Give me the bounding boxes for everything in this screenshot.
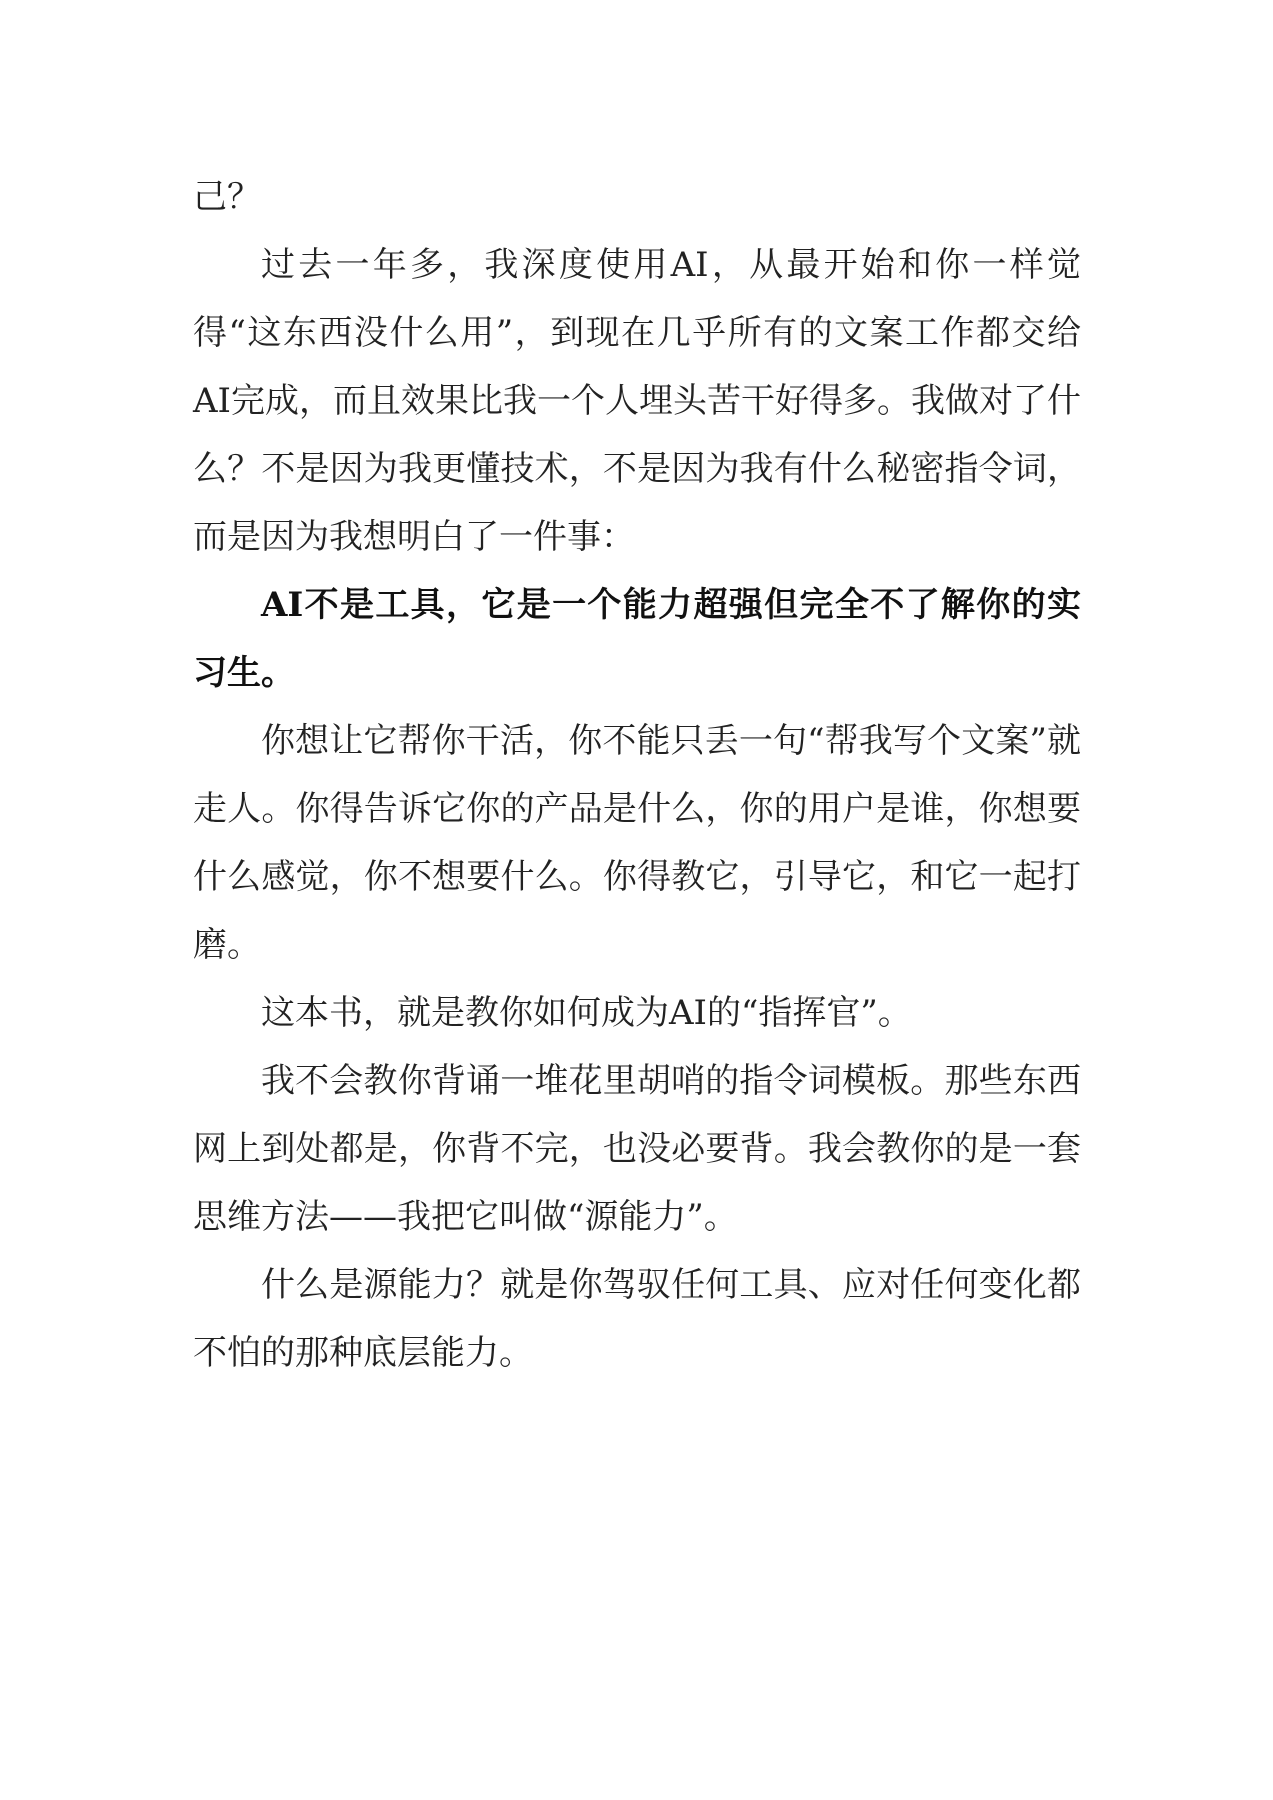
paragraph-guide-ai: 你想让它帮你干活，你不能只丢一句“帮我写个文案”就走人。你得告诉它你的产品是什么，你的用户是谁，你想要什么感觉，你不想要什么。你得教它，引导它，和它一起打磨。 bbox=[193, 721, 1081, 965]
paragraph-continuation: 己？ bbox=[193, 177, 261, 217]
paragraph-source-ability-intro: 我不会教你背诵一堆花里胡哨的指令词模板。那些东西网上到处都是，你背不完，也没必要背。我会教你的是一套思维方法——我把它叫做“源能力”。 bbox=[193, 1061, 1081, 1237]
paragraph-book-purpose: 这本书，就是教你如何成为AI的“指挥官”。 bbox=[261, 993, 912, 1033]
paragraph-source-ability-definition: 什么是源能力？就是你驾驭任何工具、应对任何变化都不怕的那种底层能力。 bbox=[193, 1265, 1081, 1373]
body-text bbox=[193, 163, 1081, 1387]
paragraph-key-statement: AI不是工具，它是一个能力超强但完全不了解你的实习生。 bbox=[193, 585, 1081, 693]
paragraph-ai-experience: 过去一年多，我深度使用AI，从最开始和你一样觉得“这东西没什么用”，到现在几乎所有的文案工作都交给AI完成，而且效果比我一个人埋头苦干好得多。我做对了什么？不是因为我更懂技术，不是因为我有什么秘密指令词，而是因为我想明白了一件事： bbox=[193, 245, 1081, 557]
